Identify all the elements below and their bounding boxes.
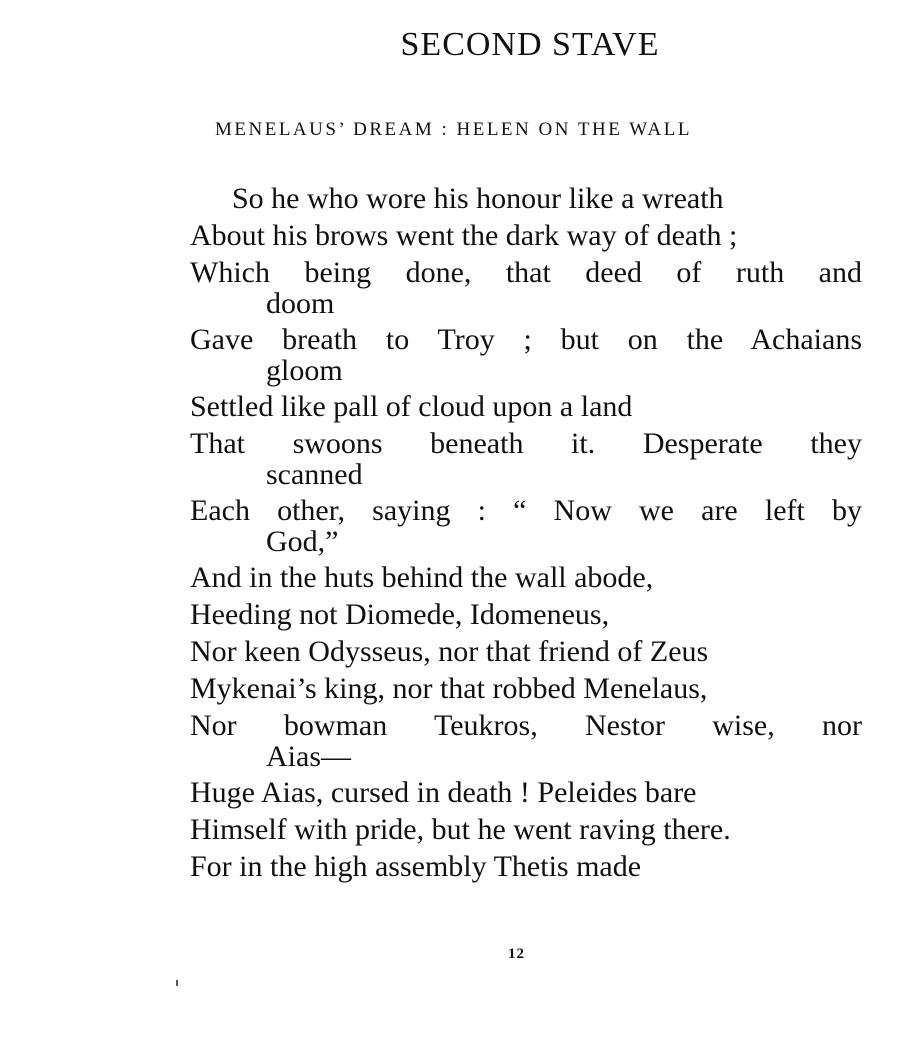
poem-line: For in the high assembly Thetis made bbox=[190, 850, 642, 883]
poem-line: That swoons beneath it. Desperate they bbox=[190, 427, 862, 460]
poem-line: Gave breath to Troy ; but on the Achaians bbox=[190, 323, 862, 356]
poem-line: Settled like pall of cloud upon a land bbox=[190, 390, 633, 423]
poem-line: Mykenai’s king, nor that robbed Menelaus, bbox=[190, 672, 708, 705]
poem-line: About his brows went the dark way of death ; bbox=[190, 219, 738, 252]
poem-body bbox=[190, 180, 862, 885]
poem-line-continuation: doom bbox=[266, 287, 335, 320]
page-number: 12 bbox=[508, 946, 525, 962]
poem-line: Nor bowman Teukros, Nestor wise, nor bbox=[190, 709, 862, 742]
poem-line: Each other, saying : “ Now we are left by bbox=[190, 494, 862, 527]
poem-line-continuation: gloom bbox=[266, 354, 343, 387]
poem-line: And in the huts behind the wall abode, bbox=[190, 561, 654, 594]
stave-heading: SECOND STAVE bbox=[400, 26, 660, 63]
poem-line: Nor keen Odysseus, nor that friend of Zeus bbox=[190, 635, 709, 668]
poem-line: Heeding not Diomede, Idomeneus, bbox=[190, 598, 610, 631]
poem-line-continuation: Aias— bbox=[266, 740, 351, 773]
poem-line: So he who wore his honour like a wreath bbox=[232, 182, 724, 215]
poem-line-continuation: scanned bbox=[266, 458, 363, 491]
poem-line: Which being done, that deed of ruth and bbox=[190, 256, 862, 289]
poem-line: Huge Aias, cursed in death ! Peleides bare bbox=[190, 776, 697, 809]
scan-speck bbox=[176, 980, 178, 986]
stave-subheading: MENELAUS’ DREAM : HELEN ON THE WALL bbox=[215, 119, 692, 140]
poem-line: Himself with pride, but he went raving there. bbox=[190, 813, 731, 846]
poem-line-continuation: God,” bbox=[266, 525, 339, 558]
